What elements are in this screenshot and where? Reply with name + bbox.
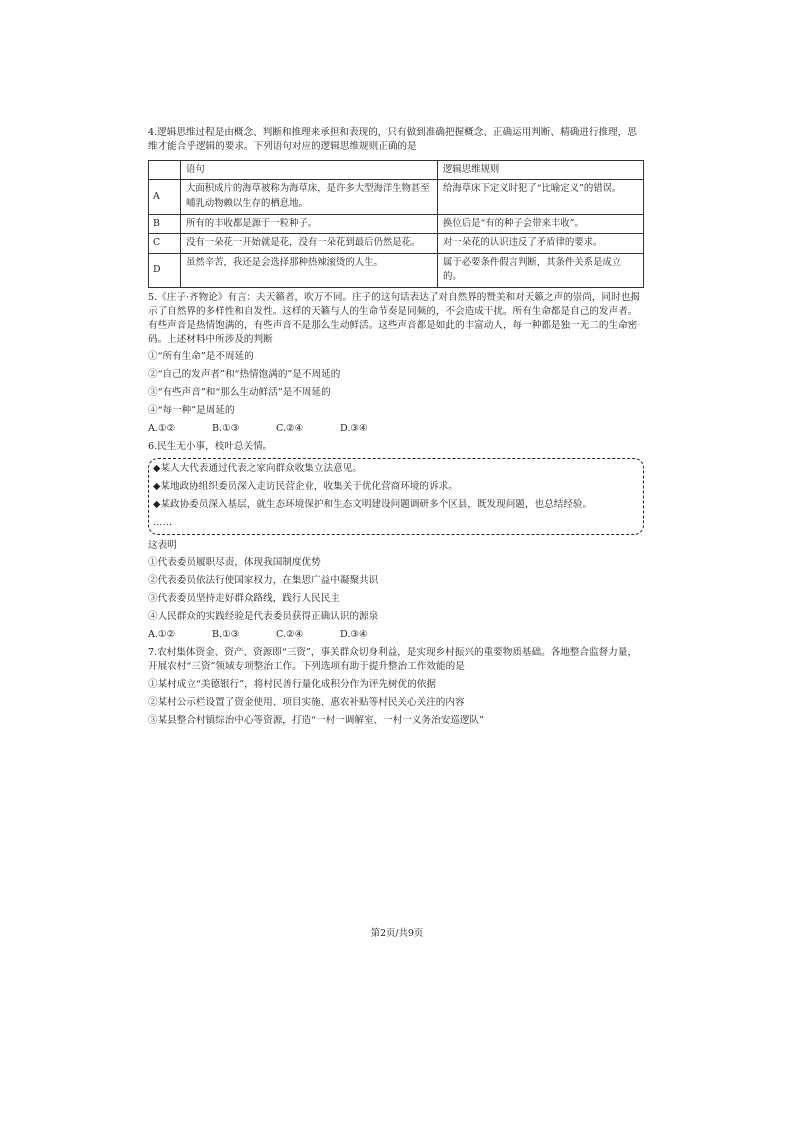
- question-6-lead: 这表明: [148, 539, 177, 551]
- question-4-stem: 4.逻辑思维过程是由概念、判断和推理来承担和表现的，只有做到准确把握概念、正确运用判断、精确进行推理，思维才能合乎逻辑的要求。下列语句对应的逻辑思维规则正确的是: [148, 127, 637, 152]
- statement-item: ①“所有生命”是不周延的: [148, 351, 254, 363]
- statement-item: ③“有些声音”和“那么生动鲜活”是不周延的: [148, 387, 331, 399]
- row-key: C: [149, 234, 181, 254]
- row-key: D: [149, 253, 181, 287]
- question-7: [148, 646, 644, 728]
- table-row: [149, 214, 644, 234]
- row-rule: 换位后是“有的种子会带来丰收”。: [438, 214, 644, 234]
- statement-item: ③代表委员坚持走好群众路线，践行人民民主: [148, 593, 340, 605]
- row-key: B: [149, 214, 181, 234]
- material-item: ◆某地政协组织委员深入走访民营企业，收集关于优化营商环境的诉求。: [153, 480, 458, 492]
- table-row: [149, 180, 644, 214]
- table-header-cell: 逻辑思维规则: [438, 160, 644, 180]
- material-box: [148, 458, 644, 535]
- row-rule: 给海草床下定义时犯了“比喻定义”的错误。: [438, 180, 644, 214]
- table-row: [149, 253, 644, 287]
- answer-options: [148, 422, 644, 436]
- option-c: C.②④: [276, 423, 304, 435]
- row-rule: 对一朵花的认识违反了矛盾律的要求。: [438, 234, 644, 254]
- material-ellipsis: ……: [153, 516, 173, 528]
- option-c: C.②④: [276, 629, 304, 641]
- option-d: D.③④: [340, 423, 368, 435]
- statement-item: ①某村成立“美德银行”，将村民善行量化成积分作为评先树优的依据: [148, 678, 437, 690]
- option-d: D.③④: [340, 629, 368, 641]
- statement-item: ②“自己的发声者”和“热情饱满的”是不周延的: [148, 369, 341, 381]
- question-6: [148, 440, 644, 642]
- statement-item: ③某县整合村镇综治中心等资源，打造“一村一调解室、一村一义务治安巡逻队”: [148, 714, 484, 726]
- statement-item: ②代表委员依法行使国家权力，在集思广益中凝聚共识: [148, 575, 379, 587]
- table-header-cell: [149, 160, 181, 180]
- question-5: [148, 291, 644, 436]
- question-4: [148, 126, 644, 288]
- question-6-stem: 6.民生无小事，枝叶总关情。: [148, 441, 273, 453]
- option-a: A.①②: [148, 423, 176, 435]
- material-item: ◆某政协委员深入基层，就生态环境保护和生态文明建设问题调研多个区县，既发现问题，也总结经验。: [153, 498, 593, 510]
- row-sentence: 所有的丰收都是源于一粒种子。: [181, 214, 438, 234]
- option-b: B.①③: [212, 423, 240, 435]
- row-sentence: 没有一朵花一开始就是花，没有一朵花到最后仍然是花。: [181, 234, 438, 254]
- table-header-row: [149, 160, 644, 180]
- question-5-stem: 5.《庄子·齐物论》有言：夫天籁者，吹万不同。庄子的这句话表达了对自然界的赞美和对天籁之声的崇尚，同时也揭示了自然界的多样性和自发性。这样的天籁与人的生命节奏是同频的，不会造成干扰。所有生命都是自己的发声者。有些声音是热情饱满的，有些声音不是那么生动鲜活。这些声音都是如此的丰富动人，每一种都是独一无二的生命密码。上述材料中所涉及的判断: [148, 291, 640, 345]
- table-header-cell: 语句: [181, 160, 438, 180]
- statement-item: ④“每一种”是周延的: [148, 405, 235, 417]
- material-item: ◆某人大代表通过代表之家向群众收集立法意见。: [153, 462, 362, 474]
- row-key: A: [149, 180, 181, 214]
- row-rule: 属于必要条件假言判断，其条件关系是成立的。: [438, 253, 644, 287]
- statement-item: ①代表委员履职尽责，体现我国制度优势: [148, 557, 321, 569]
- statement-item: ②某村公示栏设置了资金使用、项目实施、惠农补贴等村民关心关注的内容: [148, 696, 465, 708]
- row-sentence: 大面积成片的海草被称为海草床，是许多大型海洋生物甚至哺乳动物赖以生存的栖息地。: [181, 180, 438, 214]
- row-sentence: 虽然辛苦，我还是会选择那种热辣滚烫的人生。: [181, 253, 438, 287]
- logic-rules-table: [148, 160, 644, 288]
- answer-options: [148, 628, 644, 642]
- option-a: A.①②: [148, 629, 176, 641]
- table-row: [149, 234, 644, 254]
- question-7-stem: 7.农村集体资金、资产、资源即“三资”，事关群众切身利益，是实现乡村振兴的重要物质基础。各地整合监督力量，开展农村“三资”领域专项整治工作。下列选项有助于提升整治工作效能的是: [148, 646, 638, 672]
- exam-page: [148, 126, 644, 732]
- option-b: B.①③: [212, 629, 240, 641]
- statement-item: ④人民群众的实践经验是代表委员获得正确认识的源泉: [148, 611, 379, 623]
- page-number: 第2页/共9页: [370, 928, 424, 939]
